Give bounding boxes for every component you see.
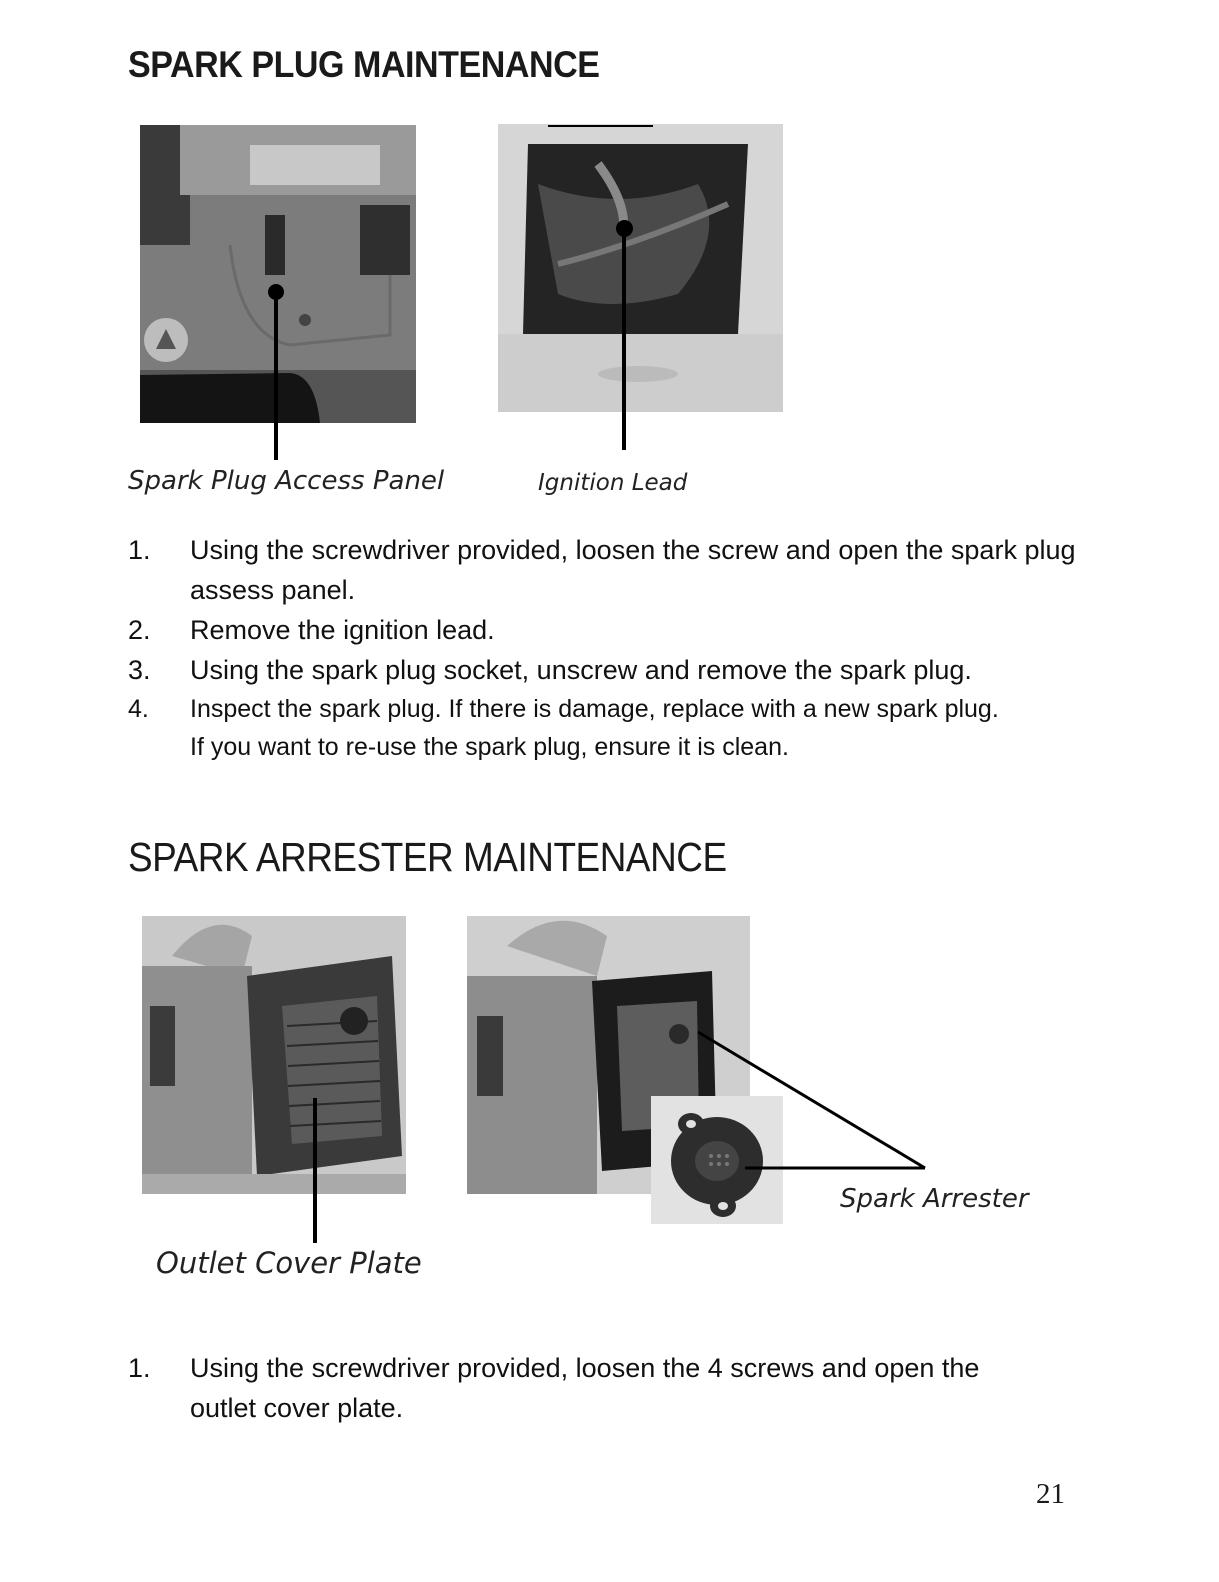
step-number: 2. xyxy=(128,615,151,645)
step-number: 3. xyxy=(128,655,151,685)
spark-arrester-steps xyxy=(128,1348,1068,1428)
step-text: Using the screwdriver provided, loosen the 4 screws and open the outlet cover plate. xyxy=(190,1353,980,1423)
spark-arrester-caption: Spark Arrester xyxy=(840,1184,1029,1214)
step-item xyxy=(128,1348,1068,1428)
step-number: 1. xyxy=(128,1353,151,1383)
step-text: Using the screwdriver provided, loosen the screw and open the spark plug assess panel. xyxy=(190,535,1076,605)
step-text: Inspect the spark plug. If there is damage, replace with a new spark plug. If you want to re-use the spark plug, ensure it is clean. xyxy=(190,695,999,761)
page-number: 21 xyxy=(1036,1478,1065,1510)
step-text: Remove the ignition lead. xyxy=(190,615,495,645)
access-panel-caption: Spark Plug Access Panel xyxy=(128,466,445,496)
ignition-lead-caption: Ignition Lead xyxy=(538,470,688,496)
spark-arrester-heading: SPARK ARRESTER MAINTENANCE xyxy=(128,834,727,880)
step-number: 1. xyxy=(128,535,151,565)
step-text: Using the spark plug socket, unscrew and remove the spark plug. xyxy=(190,655,972,685)
step-number: 4. xyxy=(128,695,149,723)
outlet-cover-caption: Outlet Cover Plate xyxy=(156,1246,422,1280)
spark-plug-heading: SPARK PLUG MAINTENANCE xyxy=(128,44,600,85)
